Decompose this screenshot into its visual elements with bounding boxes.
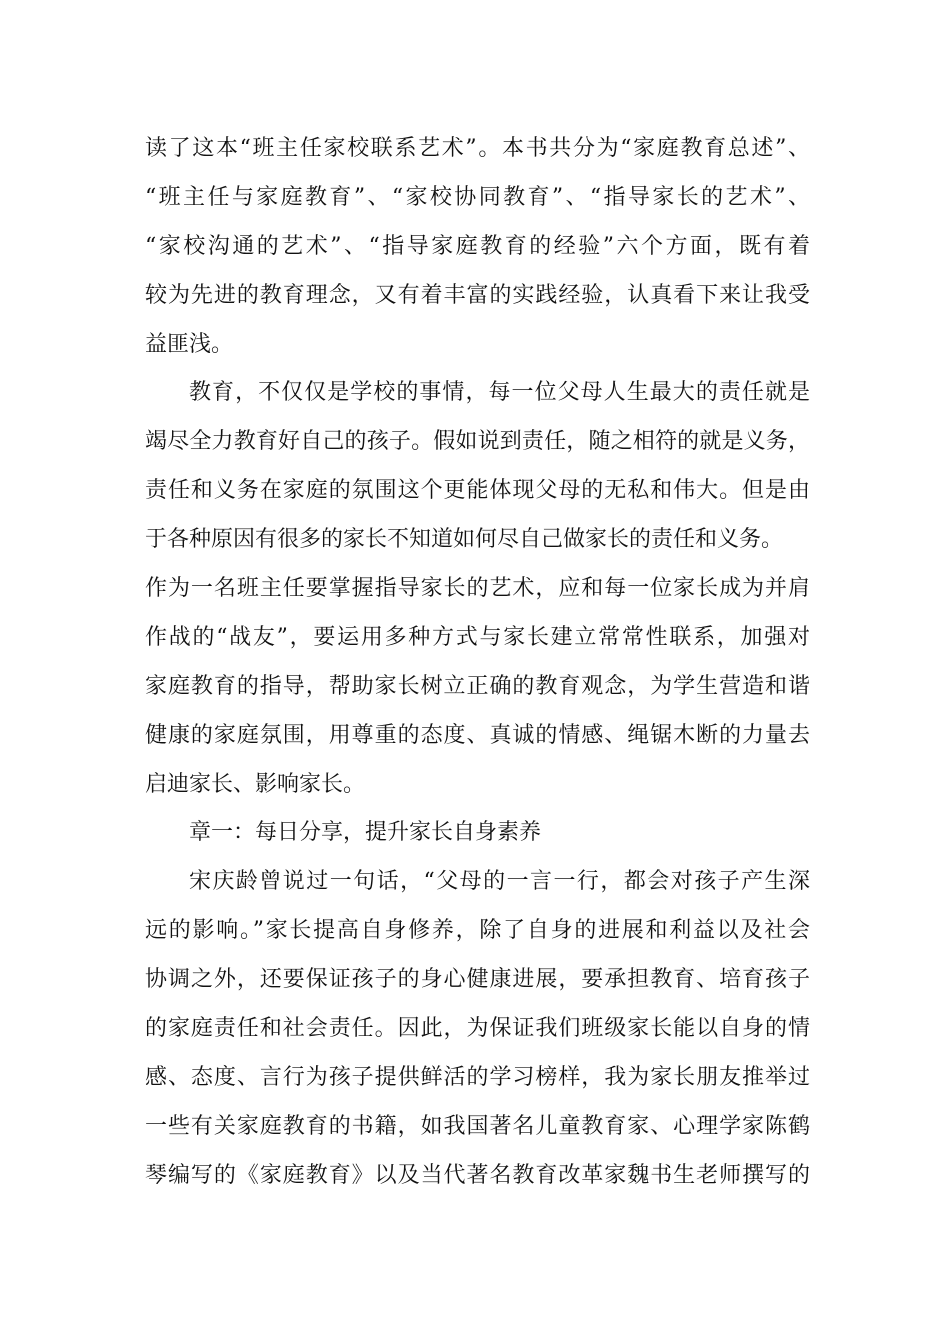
text-line: 教育，不仅仅是学校的事情，每一位父母人生最大的责任就是 [189,380,810,406]
text-line: 协调之外，还要保证孩子的身心健康进展，要承担教育、培育孩子 [145,967,810,993]
text-line: 读了这本“班主任家校联系艺术”。本书共分为“家庭教育总述”、 [145,136,810,161]
text-line: 于各种原因有很多的家长不知道如何尽自己做家长的责任和义务。 [145,527,784,553]
text-line: “家校沟通的艺术”、“指导家庭教育的经验”六个方面，既有着 [145,233,810,259]
text-line: 琴编写的《家庭教育》以及当代著名教育改革家魏书生老师撰写的 [145,1162,810,1188]
text-line: 作战的“战友”，要运用多种方式与家长建立常常性联系，加强对 [145,624,810,650]
text-line: 远的影响。”家长提高自身修养，除了自身的进展和利益以及社会 [145,918,810,944]
text-line: 启迪家长、影响家长。 [145,771,366,797]
text-line: 竭尽全力教育好自己的孩子。假如说到责任，随之相符的就是义务， [145,429,810,455]
text-line: 作为一名班主任要掌握指导家长的艺术，应和每一位家长成为并肩 [145,576,810,602]
text-line: 家庭教育的指导，帮助家长树立正确的教育观念，为学生营造和谐 [145,673,810,699]
text-line: 感、态度、言行为孩子提供鲜活的学习榜样，我为家长朋友推举过 [145,1064,810,1090]
text-line: 益匪浅。 [145,331,234,357]
section-heading: 章一：每日分享，提升家长自身素养 [189,820,542,846]
text-line: 较为先进的教育理念，又有着丰富的实践经验，认真看下来让我受 [145,282,810,308]
document-body [145,125,810,1201]
text-line: 一些有关家庭教育的书籍，如我国著名儿童教育家、心理学家陈鹤 [145,1113,810,1139]
text-line: 责任和义务在家庭的氛围这个更能体现父母的无私和伟大。但是由 [145,478,810,504]
text-line: “班主任与家庭教育”、“家校协同教育”、“指导家长的艺术”、 [145,184,810,210]
text-line: 健康的家庭氛围，用尊重的态度、真诚的情感、绳锯木断的力量去 [145,722,810,748]
text-line: 的家庭责任和社会责任。因此，为保证我们班级家长能以自身的情 [145,1016,810,1042]
text-line: 宋庆龄曾说过一句话，“父母的一言一行，都会对孩子产生深 [189,869,810,895]
